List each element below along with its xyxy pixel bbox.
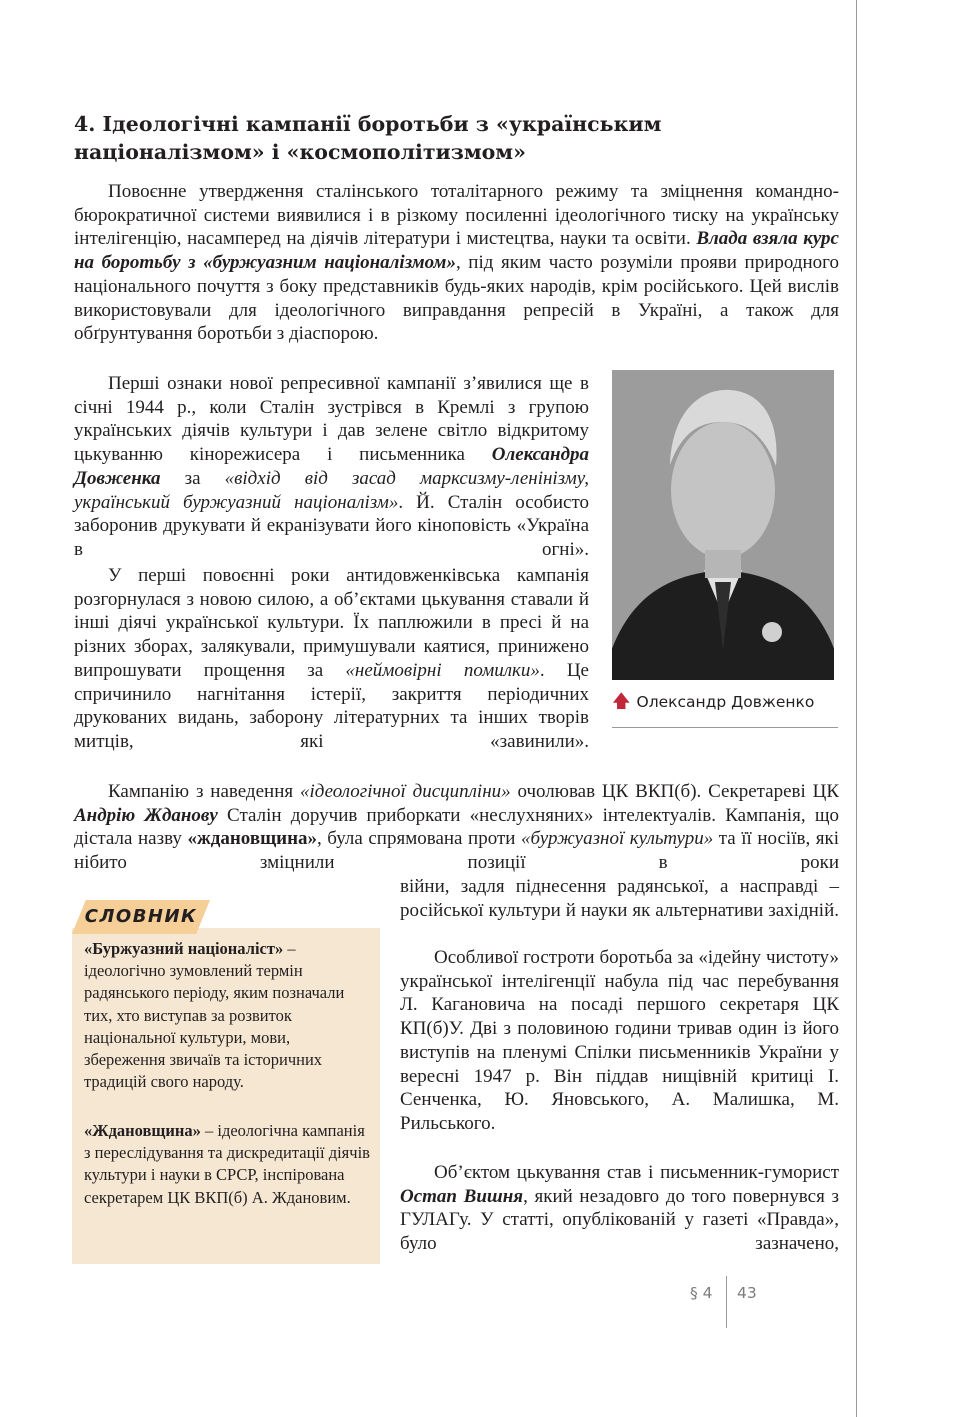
paragraph-2 [74, 372, 589, 562]
heading-line-2: націоналізмом» і «космополітизмом» [74, 140, 526, 164]
p4-term-zhdanovshchyna: «ждановщина» [187, 828, 318, 850]
p4-text: Кампанію з наведення [108, 781, 300, 802]
p1-text: Повоєнне утвердження сталінського тоталітарного режиму та зміцнення командно-бюрократичної системи виявилися і в різкому посиленні ідеологічного тиску на українську інтелігенцію, насамперед на діячів літератури і мистецтва, науки та освіти. [74, 181, 839, 250]
paragraph-5: Особливої гостроти боротьба за «ідейну чистоту» української інтелігенції набула під час перебування Л. Кагановича на посаді першого секретаря ЦК КП(б)У. Дві з половиною години тривав один із його виступів на пленумі Спілки письменників України у вересні 1947 р. Він піддав нищівній критиці І. Сенченка, Ю. Яновського, А. Малишка, М. Рильського. [400, 947, 839, 1134]
p4-text-2: очолював ЦК ВКП(б). Секретареві ЦК [510, 781, 840, 802]
p3-text-end: . Це спричинило нагнітання істерії, закриття періодичних друкованих видань, заборону літературних та інших творів митців, які «завинили». [74, 659, 589, 752]
glossary-term-2: «Ждановщина» [84, 1121, 201, 1140]
paragraph-6 [400, 1161, 839, 1256]
paragraph-1 [74, 180, 839, 346]
p6-text-end: , який незадовго до того повернувся з ГУЛАГу. У статті, опублікованій у газеті «Правда», було зазначено, [400, 1185, 839, 1255]
p3-quote: «неймовірні помилки» [345, 659, 540, 681]
page-number-divider [726, 1276, 727, 1328]
page-edge-rule [856, 0, 857, 1417]
paragraph-3 [74, 564, 589, 754]
section-heading [74, 110, 774, 166]
p4-quote-culture: «буржуазної культури» [520, 828, 714, 850]
glossary-entry-zhdanovshchyna [84, 1120, 374, 1209]
p6-text: Об’єктом цькування став і письменник-гуморист [434, 1162, 839, 1183]
p2-text-end: . Й. Сталін особисто заборонив друкувати й екранізувати його кіноповість «Україна в огні». [74, 491, 589, 560]
caption-divider [612, 727, 838, 728]
p2-quote: «відхід від засад марксизму-ленінізму, український буржуазний націоналізм» [74, 467, 589, 513]
glossary-definition-1: – ідеологічно зумовлений термін радянського періоду, яким позначали тих, хто виступав за розвиток національної культури, мови, збереження звичаїв та історичних традицій свого народу. [84, 939, 345, 1092]
p4-quote-discipline: «ідеологічної дисципліни» [299, 781, 511, 802]
p2-text-mid: за [160, 467, 225, 489]
p1-emphasis: Влада взяла курс на боротьбу з «буржуазним націоналізмом» [74, 228, 839, 274]
page-number: 43 [737, 1284, 757, 1302]
p2-name-dovzhenko: Олександра Довженка [74, 444, 589, 489]
p4-text-4: , була спрямована проти [317, 828, 521, 850]
glossary-entry-bourgeois-nationalist [84, 938, 374, 1093]
paragraph-4 [74, 780, 839, 875]
p3-text: У перші повоєнні роки антидовженківська кампанія розгорнулася з новою силою, а об’єктами цькування ставали й інші діячі української культури. Їх паплюжили в пресі й на різних зборах, залякували, примушували каятися, принижено випрошувати прощення за [74, 565, 589, 681]
p2-text: Перші ознаки нової репресивної кампанії з’явилися ще в січні 1944 р., коли Сталін зустрівся в Кремлі з групою українських діячів культури і дав зелене світло відкритому цькуванню кінорежисера і письменника [74, 373, 589, 466]
p4-text-5: та її носіїв, які нібито зміцнили позиції в роки [74, 828, 840, 874]
arrow-up-icon: 🡅 [612, 691, 631, 712]
p4-name-zhdanov: Андрію Жданову [74, 804, 218, 826]
p6-name-vyshnia: Остап Вишня [400, 1185, 524, 1207]
glossary-title: СЛОВНИК [84, 906, 198, 927]
portrait-photo [612, 370, 834, 680]
glossary-definition-2: – ідеологічна кампанія з переслідування та дискредитації діячів культури і науки в СРСР, інспірована секретарем ЦК ВКП(б) А. Ждановим. [84, 1121, 370, 1207]
paragraph-4-continued: війни, задля піднесення радянської, а насправді – російської культури й науки як альтернативи західній. [400, 876, 839, 921]
section-number: § 4 [690, 1284, 713, 1302]
photo-caption-text: Олександр Довженко [636, 693, 815, 711]
heading-line-1: 4. Ідеологічні кампанії боротьби з «українським [74, 112, 662, 136]
p4-text-3: Сталін доручив приборкати «неслухняних» інтелектуалів. Кампанія, що дістала назву [74, 804, 839, 850]
portrait-illustration [612, 370, 834, 680]
photo-caption [612, 690, 838, 714]
p1-text-end: , під яким часто розуміли прояви природного національного почуття з боку представників будь-яких народів, крім російського. Цей вислів використовували для ідеологічного виправдання репресій в Україні, а також для обґрунтування боротьби з діаспорою. [74, 252, 839, 345]
glossary-term-1: «Буржуазний націоналіст» [84, 939, 284, 958]
